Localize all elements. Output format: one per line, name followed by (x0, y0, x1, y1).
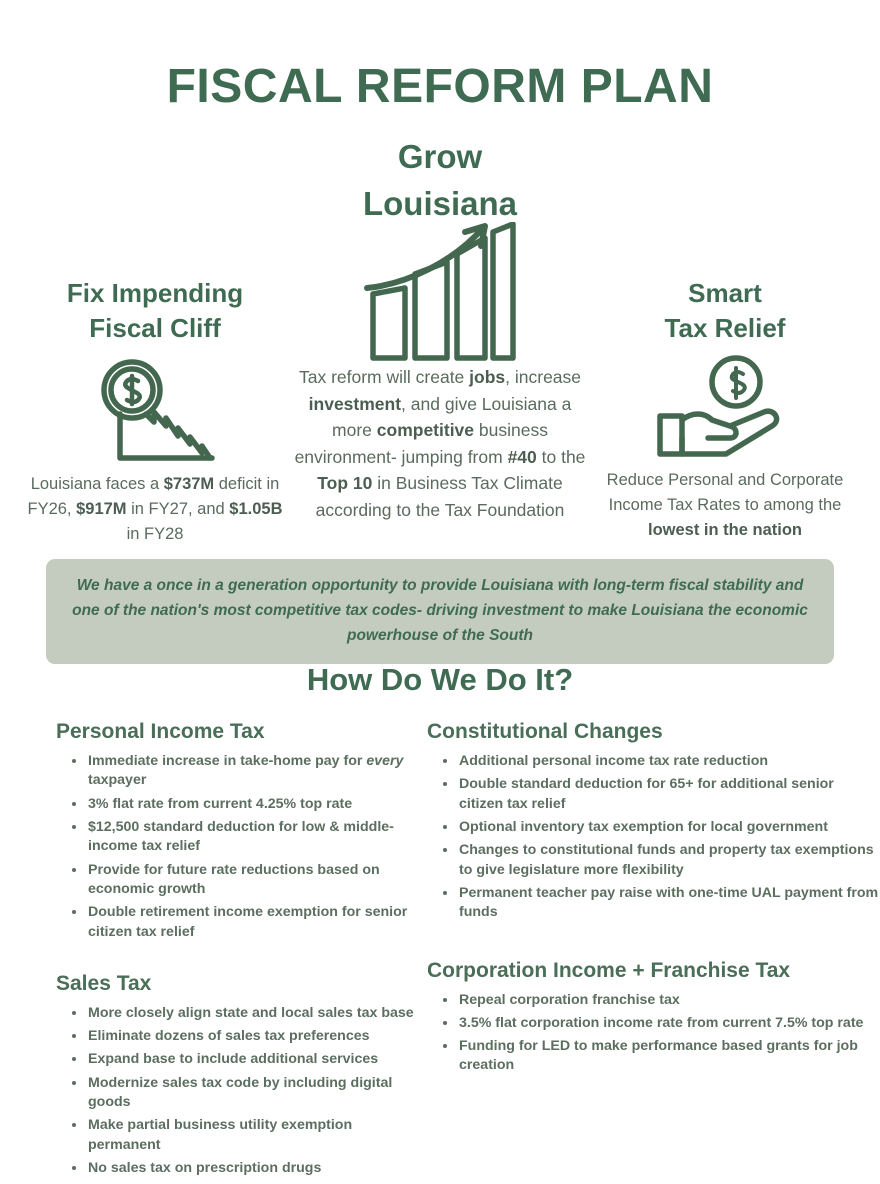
bullet-list (56, 1004, 415, 1179)
list-item: Make partial business utility exemption permanent (78, 1116, 415, 1155)
hand-holding-coin-icon (652, 354, 798, 462)
section-title: Constitutional Changes (427, 720, 663, 743)
section-title: Corporation Income + Franchise Tax (427, 958, 791, 982)
section-corporation-income-franchise-tax (427, 959, 880, 1076)
list-item: Expand base to include additional services (78, 1050, 415, 1069)
pillar-title-line-2: Tax Relief (664, 313, 786, 344)
pillar-grow-louisiana (290, 222, 590, 524)
list-item: Repeal corporation franchise tax (449, 991, 880, 1010)
details-left-column (0, 720, 415, 1184)
how-do-we-do-it-heading: How Do We Do It? (306, 662, 574, 697)
list-item: No sales tax on prescription drugs (78, 1159, 415, 1178)
grow-line-1: Grow (397, 138, 483, 176)
list-item: Double standard deduction for 65+ for additional senior citizen tax relief (449, 775, 880, 814)
bullet-list (56, 752, 415, 942)
pillar-title-fiscal-cliff (67, 276, 243, 346)
section-personal-income-tax (56, 720, 415, 942)
list-item: $12,500 standard deduction for low & middle-income tax relief (78, 818, 415, 857)
quote-text: We have a once in a generation opportunity to provide Louisiana with long-term fiscal stability and one of the nation's most competitive tax codes- driving investment to make Louisiana the economic powerhouse of the South (72, 577, 808, 645)
list-item: Double retirement income exemption for senior citizen tax relief (78, 903, 415, 942)
pillar-fix-impending-fiscal-cliff (20, 222, 290, 546)
list-item: Additional personal income tax rate reduction (449, 752, 880, 771)
list-item: Optional inventory tax exemption for local government (449, 818, 880, 837)
section-title: Personal Income Tax (56, 720, 265, 743)
quote-banner (46, 559, 834, 664)
section-sales-tax (56, 972, 415, 1179)
details-right-column (415, 720, 880, 1184)
section-constitutional-changes (427, 720, 880, 923)
pillar-title-line-2: Fiscal Cliff (89, 313, 221, 344)
details-columns (0, 720, 880, 1184)
list-item: Funding for LED to make performance based grants for job creation (449, 1037, 880, 1076)
bullet-list (427, 991, 880, 1076)
list-item: 3.5% flat corporation income rate from current 7.5% top rate (449, 1014, 880, 1033)
pillar-body-grow-louisiana: Tax reform will create jobs, increase investment, and give Louisiana a more competitive business environment- jumping from #40 to the Top 10 in Business Tax Climate according to the Tax Foundation (294, 367, 586, 521)
pillar-smart-tax-relief (590, 222, 860, 542)
list-item: Permanent teacher pay raise with one-time UAL payment from funds (449, 884, 880, 923)
list-item: 3% flat rate from current 4.25% top rate (78, 795, 415, 814)
list-item: More closely align state and local sales tax base (78, 1004, 415, 1023)
pillar-title-line-1: Fix Impending (66, 278, 244, 309)
growth-bar-chart-arrow-icon (361, 222, 519, 362)
section-title: Sales Tax (56, 971, 152, 995)
list-item: Changes to constitutional funds and property tax exemptions to give legislature more flexibility (449, 841, 880, 880)
list-item: Eliminate dozens of sales tax preferences (78, 1027, 415, 1046)
list-item: Provide for future rate reductions based on economic growth (78, 861, 415, 900)
pillar-body-smart-tax-relief: Reduce Personal and Corporate Income Tax Rates to among the lowest in the nation (606, 471, 844, 539)
list-item: Immediate increase in take-home pay for every taxpayer (78, 752, 415, 791)
grow-louisiana-heading (0, 134, 880, 228)
pillar-title-line-1: Smart (688, 278, 762, 309)
bullet-list (427, 752, 880, 923)
pillars-row (0, 222, 880, 546)
list-item: Modernize sales tax code by including digital goods (78, 1074, 415, 1113)
grow-line-2: Louisiana (362, 185, 518, 223)
page-title: FISCAL REFORM PLAN (166, 60, 714, 113)
declining-chart-coin-icon (90, 354, 220, 466)
pillar-title-smart-tax-relief (665, 276, 786, 346)
pillar-body-fiscal-cliff: Louisiana faces a $737M deficit in FY26, $917M in FY27, and $1.05B in FY28 (27, 475, 283, 543)
